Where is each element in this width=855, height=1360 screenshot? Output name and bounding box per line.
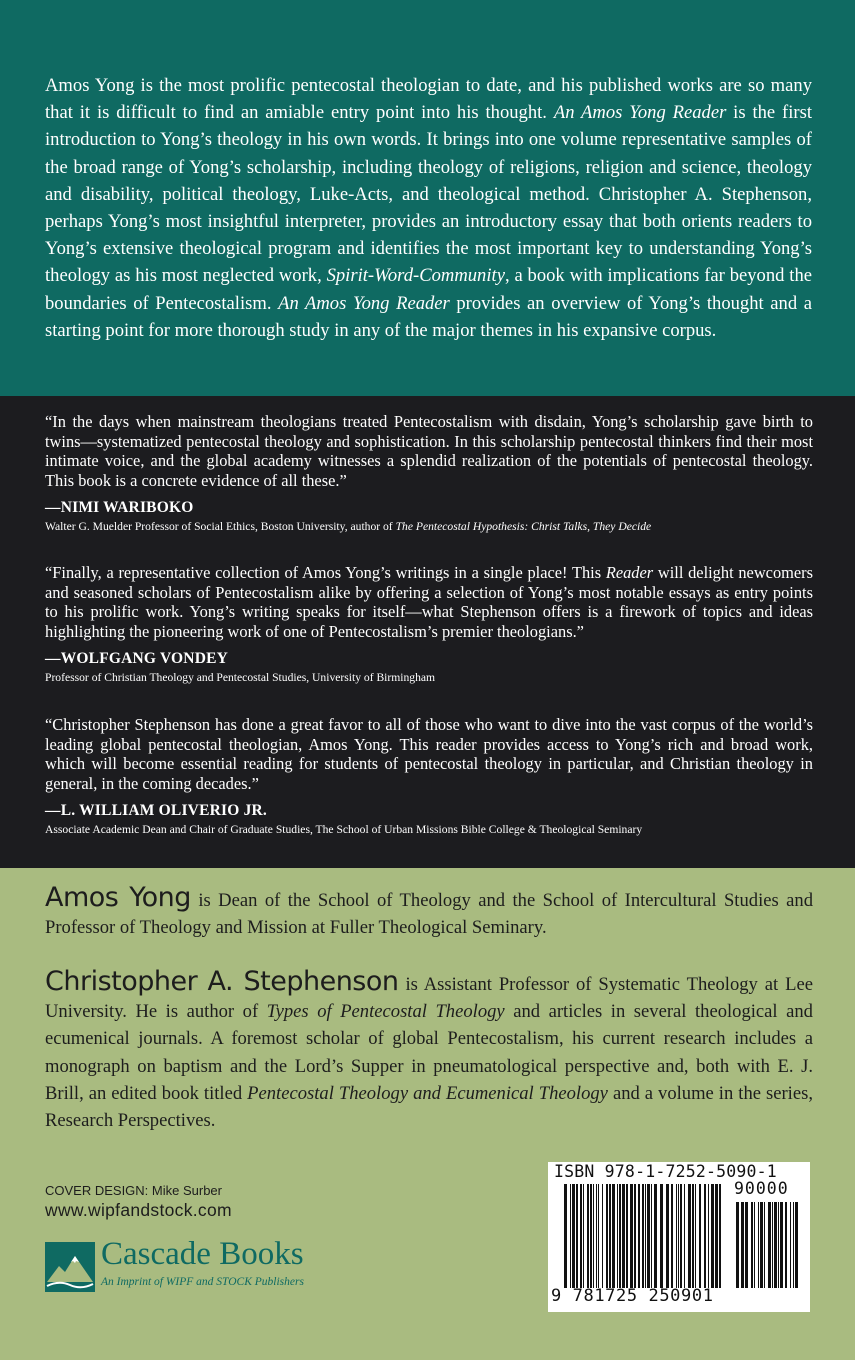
book-description: Amos Yong is the most prolific pentecostal theologian to date, and his published works are so many that it is difficult to find an amiable entry point into his thought. An Amos Yong Reader is the first introduction to Yong’s theology in his own words. It brings into one volume representative samples of the broad range of Yong’s scholarship, including theology of religions, religion and science, theology and disability, political theology, Luke-Acts, and theological method. Christopher A. Stephenson, perhaps Yong’s most insightful interpreter, provides an introductory essay that both orients readers to Yong’s extensive theological program and identifies the most important key to understanding Yong’s theology as his most neglected work, Spirit-Word-Community, a book with implications far beyond the boundaries of Pentecostalism. An Amos Yong Reader provides an overview of Yong’s thought and a starting point for more thorough study in any of the major themes in his expansive corpus.: [45, 75, 813, 341]
endorser-affiliation: Walter G. Muelder Professor of Social Ethics, Boston University, author of The Pentecostal Hypothesis: Christ Talks, They Decide: [45, 520, 652, 533]
price-code: 90000: [734, 1179, 789, 1198]
mountain-logo-icon: [45, 1242, 95, 1292]
endorsement-vondey: [45, 563, 813, 685]
endorsements-panel: [0, 396, 855, 868]
endorsement-wariboko: [45, 412, 813, 534]
endorser-name: —L. WILLIAM OLIVERIO JR.: [45, 802, 267, 819]
endorser-name: —NIMI WARIBOKO: [45, 499, 194, 516]
bio-christopher-stephenson: [45, 968, 813, 1134]
bio-text: is Dean of the School of Theology and the School of Intercultural Studies and Professor of Theology and Mission at Fuller Theological Seminary.: [45, 890, 813, 939]
cover-design-credit: COVER DESIGN: Mike Surber: [45, 1183, 222, 1198]
endorser-affiliation: Associate Academic Dean and Chair of Graduate Studies, The School of Urban Missions Bible College & Theological Seminary: [45, 823, 643, 836]
endorsement-oliverio: [45, 715, 813, 837]
publisher-logo: [45, 1236, 365, 1296]
description-panel: [0, 0, 855, 396]
endorsement-quote: “Finally, a representative collection of Amos Yong’s writings in a single place! This Reader will delight newcomers and seasoned scholars of Pentecostalism alike by offering a selection of Yong’s most notable essays as entry points to his prolific work. Yong’s writing speaks for itself—what Stephenson offers is a firework of topics and ideas highlighting the pioneering work of one of Pentecostalism’s premier theologians.”: [45, 563, 813, 641]
endorser-name: —WOLFGANG VONDEY: [45, 650, 229, 667]
endorsement-quote: “Christopher Stephenson has done a great favor to all of those who want to dive into the vast corpus of the world’s leading global pentecostal theologian, Amos Yong. This reader provides access to Yong’s rich and broad work, which will become essential reading for students of pentecostal theology in particular, and Christian theology in general, in the coming decades.”: [45, 715, 813, 793]
publisher-website[interactable]: www.wipfandstock.com: [45, 1200, 232, 1220]
barcode-digits: 9 781725 250901: [551, 1286, 714, 1306]
endorser-affiliation: Professor of Christian Theology and Pentecostal Studies, University of Birmingham: [45, 671, 436, 684]
barcode-addon-bars: [736, 1202, 798, 1288]
publisher-name: Cascade Books: [101, 1236, 304, 1272]
bio-text: is Assistant Professor of Systematic Theology at Lee University. He is author of Types of Pentecostal Theology and articles in several theological and ecumenical journals. A foremost scholar of global Pentecostalism, his current research includes a monograph on baptism and the Lord’s Supper in pneumatological perspective and, both with E. J. Brill, an edited book titled Pentecostal Theology and Ecumenical Theology and a volume in the series, Research Perspectives.: [45, 974, 813, 1132]
bio-author-name: Christopher A. Stephenson: [45, 966, 399, 997]
barcode-bars: [564, 1184, 722, 1288]
bio-amos-yong: [45, 884, 813, 941]
isbn-number: ISBN 978-1-7252-5090-1: [554, 1162, 777, 1181]
endorsement-quote: “In the days when mainstream theologians treated Pentecostalism with disdain, Yong’s scholarship gave birth to twins—systematized pentecostal theology and sophistication. In this scholarship pentecostal thinkers find their most intimate voice, and the global academy witnesses a splendid realization of the potentials of pentecostal theology. This book is a concrete evidence of all these.”: [45, 412, 813, 490]
bio-author-name: Amos Yong: [45, 882, 191, 913]
isbn-barcode: [548, 1162, 810, 1312]
publisher-imprint: An Imprint of WIPF and STOCK Publishers: [101, 1276, 304, 1288]
